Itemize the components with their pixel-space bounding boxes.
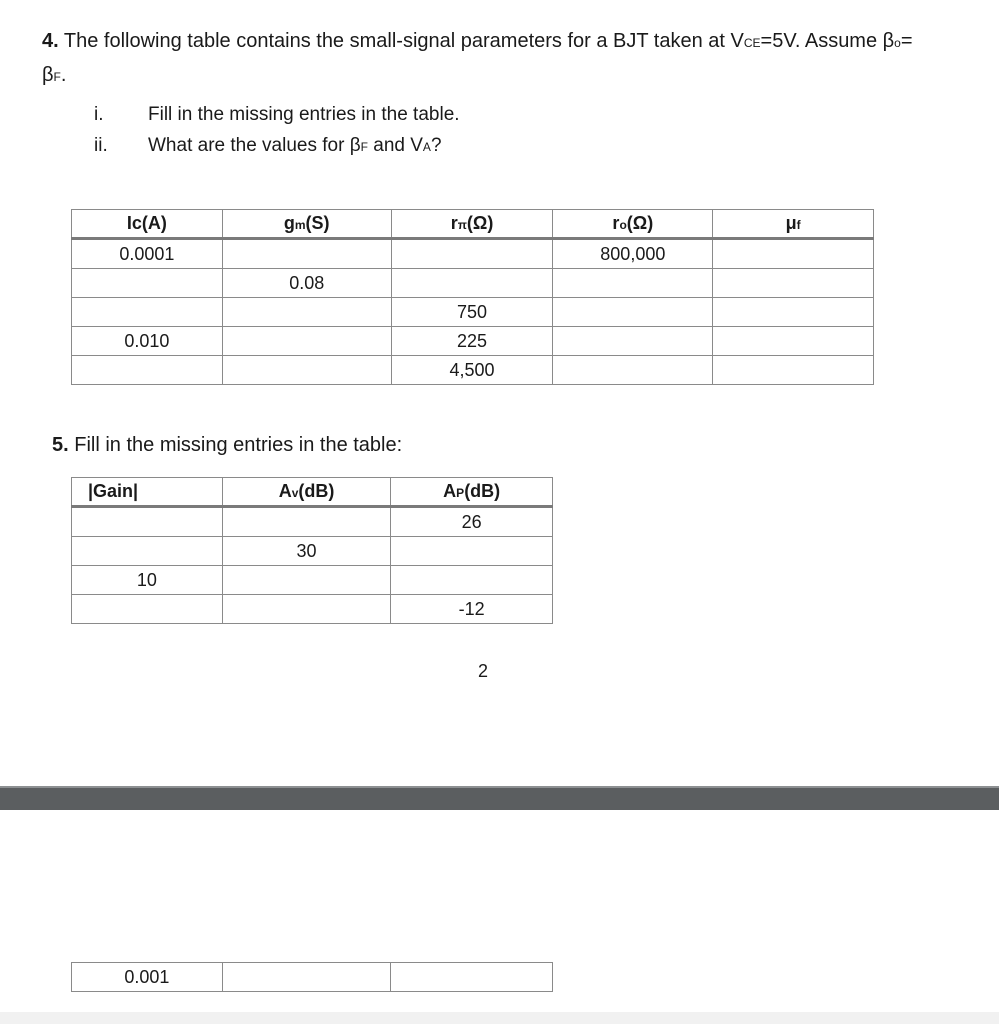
table-cell: 30 [222,537,391,566]
table-row [72,595,553,624]
table-header-row [72,210,874,239]
question-4-period: . [60,64,67,86]
table-cell [391,963,553,992]
table-cell [713,327,874,356]
table-row [72,963,553,992]
beta-f-subscript: F [53,70,61,84]
table-cell [222,963,391,992]
header-ro: ro(Ω) [553,210,713,239]
table-row [72,269,874,298]
list-marker: ii. [94,135,108,156]
table-row [72,239,874,269]
list-item-text: Fill in the missing entries in the table. [148,104,460,125]
table-cell [391,566,553,595]
table-cell [72,537,223,566]
table-row [72,507,553,537]
table-row [72,566,553,595]
table-cell [72,595,223,624]
list-item-i [0,100,999,130]
list-marker: i. [94,104,104,125]
table-cell [72,298,223,327]
question-4-text [42,25,962,93]
table-cell: 0.0001 [72,239,223,269]
table-cell [713,298,874,327]
table-cell [222,298,391,327]
beta-o-subscript: o [894,36,901,50]
question-4-equals: = [900,30,913,52]
table-cell: 800,000 [553,239,713,269]
table-cell: -12 [391,595,553,624]
table-cell [222,566,391,595]
question-4-number: 4. [42,30,59,52]
header-ap: AP(dB) [391,478,553,507]
list-item-text: What are the values for βF and VA? [148,135,442,156]
table-cell: 4,500 [391,356,553,385]
header-ic: Ic(A) [72,210,223,239]
table-cell: 0.08 [222,269,391,298]
table-cell: 0.001 [72,963,223,992]
table-cell [222,507,391,537]
header-muf: μf [713,210,874,239]
header-gain: |Gain| [72,478,223,507]
table-cell [222,595,391,624]
header-rpi: rπ(Ω) [391,210,553,239]
table-header-row [72,478,553,507]
table-cell [713,269,874,298]
table-cell [391,537,553,566]
table-cell [713,356,874,385]
table-cell [553,327,713,356]
table-cell: 0.010 [72,327,223,356]
question-4-text-a: The following table contains the small-signal parameters for a BJT taken at V [58,30,744,52]
page-bottom-edge [0,1012,999,1024]
gain-table [71,477,553,624]
page-number: 2 [478,661,489,681]
question-5-number: 5. [52,434,69,456]
table-cell [391,239,553,269]
table-row [72,298,874,327]
table-row [72,356,874,385]
next-page-table [71,962,553,992]
table-row [72,327,874,356]
page-divider [0,788,999,810]
vce-subscript: CE [743,36,761,50]
table-cell [553,298,713,327]
table-cell [391,269,553,298]
header-gm: gm(S) [222,210,391,239]
table-row [72,537,553,566]
header-av: Av(dB) [222,478,391,507]
table-cell [72,269,223,298]
table-cell [72,356,223,385]
table-cell: 750 [391,298,553,327]
beta-f-symbol: β [42,64,54,86]
question-5-text: 5. Fill in the missing entries in the table: [52,434,403,456]
question-4-text-b: =5V. Assume β [760,30,895,52]
table-cell: 225 [391,327,553,356]
table-cell: 26 [391,507,553,537]
table-cell [553,269,713,298]
table-cell [222,327,391,356]
table-cell [222,356,391,385]
bjt-parameters-table [71,209,874,385]
table-cell [713,239,874,269]
table-cell [222,239,391,269]
table-cell [72,507,223,537]
list-item-ii [0,131,999,161]
table-cell: 10 [72,566,223,595]
table-cell [553,356,713,385]
